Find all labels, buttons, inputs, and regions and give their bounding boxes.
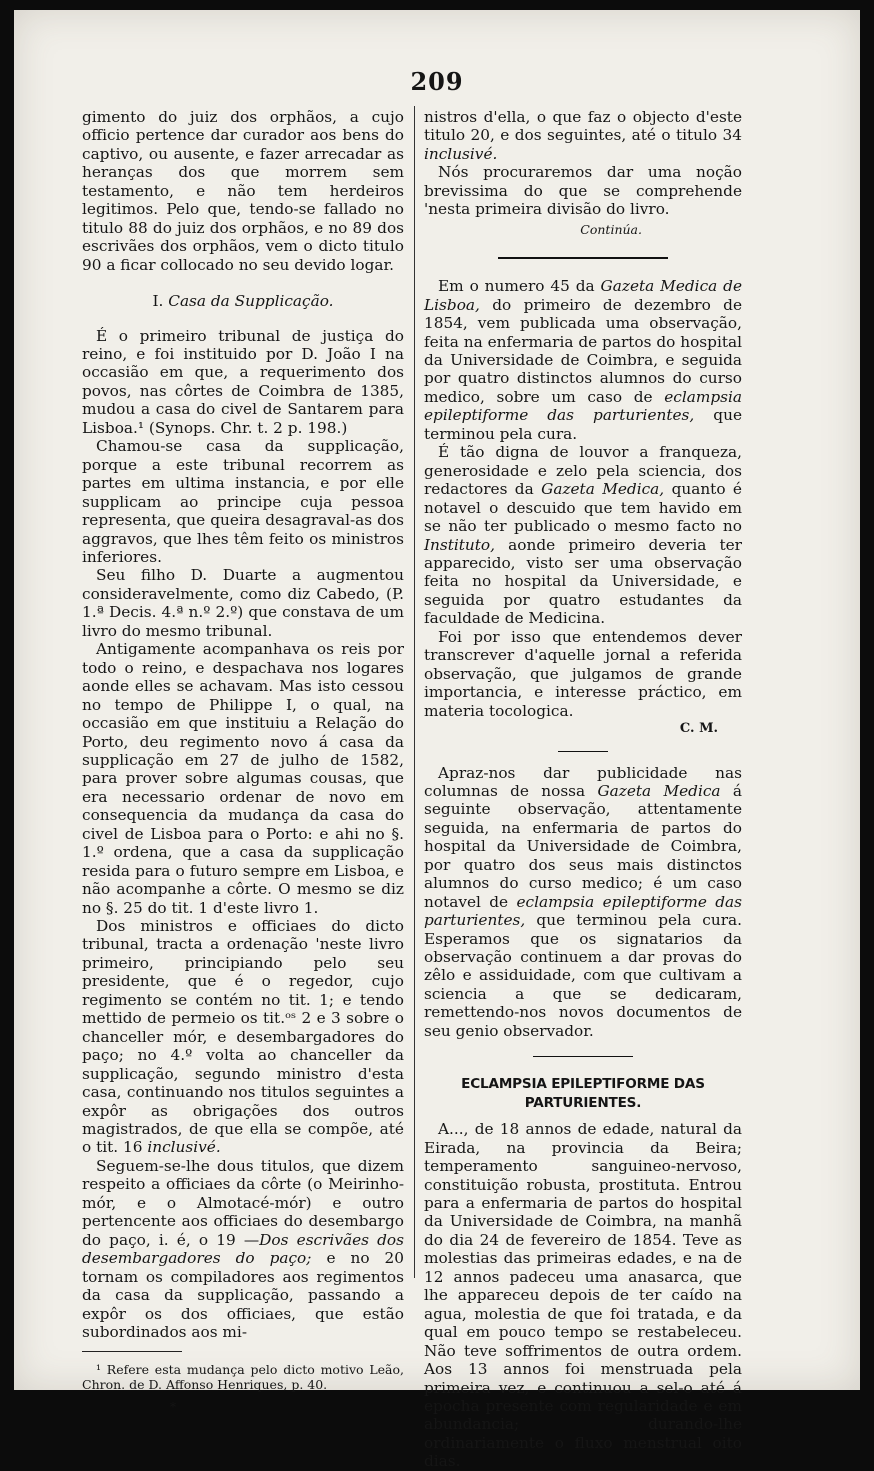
text-run: e no 20 tornam os compiladores aos regimentos da casa da supplicação, passando a expôr os dos officiaes, que estão subordinados aos mi- (82, 1249, 404, 1341)
paragraph: gimento do juiz dos orphãos, a cujo officio pertence dar curador aos bens do captivo, ou ausente, e fazer arrecadar as heranças dos que morrem sem testamento, e não tem herdeiros legitimos. Pelo que, tendo-se fallado no titulo 88 do juiz dos orphãos, e no 89 dos escrivães dos orphãos, vem o dicto titulo 90 a ficar collocado no seu devido logar. (82, 108, 404, 274)
italic-run: Gazeta Medica (597, 781, 721, 800)
section-rule (533, 1056, 633, 1057)
text-run: á seguinte observação, attentamente seguida, na enfermaria de partos do hospital da Universidade de Coimbra, por quatro dos seus mais distinctos alumnos do curso medico; é um caso notavel de (424, 781, 742, 911)
journal-page (14, 10, 860, 1471)
italic-run: Continúa. (580, 221, 642, 237)
section-rule (558, 751, 608, 752)
paragraph: Nós procuraremos dar uma noção brevissima do que se comprehende 'nesta primeira divisão do livro. (424, 163, 742, 219)
section-title: Casa da Supplicação. (168, 292, 334, 311)
signature-mark: * (170, 1400, 176, 1415)
text-run: aonde primeiro deveria ter apparecido, visto ser uma observação feita no hospital da Universidade, e seguida por quatro estudantes da faculdade de Medicina. (424, 535, 742, 628)
footnote-rule (82, 1351, 182, 1352)
paragraph: Seu filho D. Duarte a augmentou consideravelmente, como diz Cabedo, (P. 1.ª Decis. 4.ª n.º 2.º) que constava de um livro do mesmo tribunal. (82, 566, 404, 640)
right-column (424, 108, 742, 1471)
text-run: nistros d'ella, o que faz o objecto d'este titulo 20, e dos seguintes, até o titulo 34 (424, 108, 742, 145)
author-initials: C. M. (679, 721, 718, 737)
italic-run: Gazeta Medica, (541, 480, 665, 499)
section-heading (82, 292, 404, 310)
text-run: É tão digna de louvor a franqueza, generosidade e zelo pela sciencia, dos redactores da (424, 443, 742, 499)
left-column (82, 108, 404, 1417)
paragraph (424, 764, 742, 1041)
continued-note (424, 221, 742, 239)
page-number: 209 (410, 67, 464, 96)
text-run: Dos ministros e officiaes do dicto tribunal, tracta a ordenação 'neste livro primeiro, principiando pelo seu presidente, que é o regedor, cujo regimento se contém no tit. 1; e tendo mettido de permeio os tit.ᵒˢ 2 e 3 sobre o chanceller mór, e desembargadores do paço; no 4.º volta ao chanceller da supplicação, segundo ministro d'esta casa, continuando nos titulos seguintes a expôr as obrigações dos outros magistrados, de que ella se compõe, até o tit. 16 (82, 917, 404, 1157)
paragraph (424, 277, 742, 443)
paragraph (424, 108, 742, 163)
section-number: I. (152, 292, 164, 311)
italic-run: eclampsia epileptiforme das parturientes, (424, 387, 742, 425)
paragraph: Antigamente acompanhava os reis por todo o reino, e despachava nos logares aonde elles se achavam. Mas isto cessou no tempo de Philippe I, o qual, na occasião em que instituiu a Relação do Porto, deu regimento novo á casa da supplicação em 27 de julho de 1582, para prover sobre algumas cousas, que era necessario ordenar de novo em consequencia da mudança da casa do civel de Lisboa para o Porto: e ahi no §. 1.º ordena, que a casa da supplicação resida para o futuro sempre em Lisboa, e não acompanhe a côrte. O mesmo se diz no §. 25 do tit. 1 d'este livro 1. (82, 640, 404, 917)
paragraph: A..., de 18 annos de edade, natural da Eirada, na provincia da Beira; temperamento sanguineo-nervoso, constituição robusta, prostituta. Entrou para a enfermaria de partos do hospital da Universidade de Coimbra, na manhã do dia 24 de fevereiro de 1854. Teve as molestias das primeiras edades, e na de 12 annos padeceu uma anasarca, que lhe appareceu depois de ter caído na agua, molestia de que foi tratada, e da qual em pouco tempo se restabeleceu. Não teve soffrimentos de outra ordem. Aos 13 annos foi menstruada pela primeira vez, e continuou a sel-o até á epocha presente com regularidade e em abundancia; durando-lhe ordinariamente o fluxo menstrual oito dias. (424, 1120, 742, 1471)
text-run: que terminou pela cura. Esperamos que os signatarios da observação continuem a dar provas do zêlo e assiduidade, com que cultivam a sciencia a que se dedicaram, remettendo-nos novos documentos de seu genio observador. (424, 911, 742, 1040)
italic-run: Instituto, (424, 535, 496, 554)
paragraph: Foi por isso que entendemos dever transcrever d'aquelle jornal a referida observação, que julgamos de grande importancia, e interesse práctico, em materia tocologica. (424, 627, 742, 720)
italic-run: Gazeta Medica de Lisboa, (424, 277, 742, 314)
italic-run: Dos escrivães dos desembargadores do paço; (82, 1230, 404, 1268)
text-run: Apraz-nos dar publicidade nas columnas de nossa (424, 763, 742, 800)
column-divider (414, 106, 415, 1278)
italic-run: inclusivé. (424, 144, 498, 163)
paragraph (424, 443, 742, 628)
paragraph (82, 1157, 404, 1342)
paragraph (82, 917, 404, 1157)
italic-run: eclampsia epileptiforme das parturientes, (424, 892, 742, 930)
paragraph: Chamou-se casa da supplicação, porque a este tribunal recorrem as partes em ultima instancia, e por elle supplicam ao principe cuja pessoa representa, que queira desagraval-as dos aggravos, que lhes têm feito os ministros inferiores. (82, 437, 404, 566)
text-run: Em o numero 45 da (438, 277, 595, 296)
text-run: que terminou pela cura. (424, 406, 742, 443)
text-run: do primeiro de dezembro de 1854, vem publicada uma observação, feita na enfermaria de partos do hospital da Universidade de Coimbra, e seguida por quatro distinctos alumnos do curso medico, sobre um caso de (424, 295, 742, 406)
footnote: ¹ Refere esta mudança pelo dicto motivo Leão, Chron. de D. Affonso Henriques, p. 40. (82, 1362, 404, 1393)
text-run: quanto é notavel o descuido que tem havido em se não ter publicado o mesmo facto no (424, 480, 742, 536)
section-rule (498, 257, 668, 259)
paragraph: É o primeiro tribunal de justiça do reino, e foi instituido por D. João I na occasião em que, a requerimento dos povos, nas côrtes de Coimbra de 1385, mudou a casa do civel de Santarem para Lisboa.¹ (Synops. Chr. t. 2 p. 198.) (82, 326, 404, 437)
article-title: ECLAMPSIA EPILEPTIFORME DAS PARTURIENTES. (461, 1076, 705, 1111)
italic-run: inclusivé. (147, 1138, 221, 1157)
text-run: Seguem-se-lhe dous titulos, que dizem respeito a officiaes da côrte (o Meirinho-mór, e o Almotacé-mór) e outro pertencente aos officiaes do desembargo do paço, i. é, o 19 — (82, 1156, 404, 1249)
